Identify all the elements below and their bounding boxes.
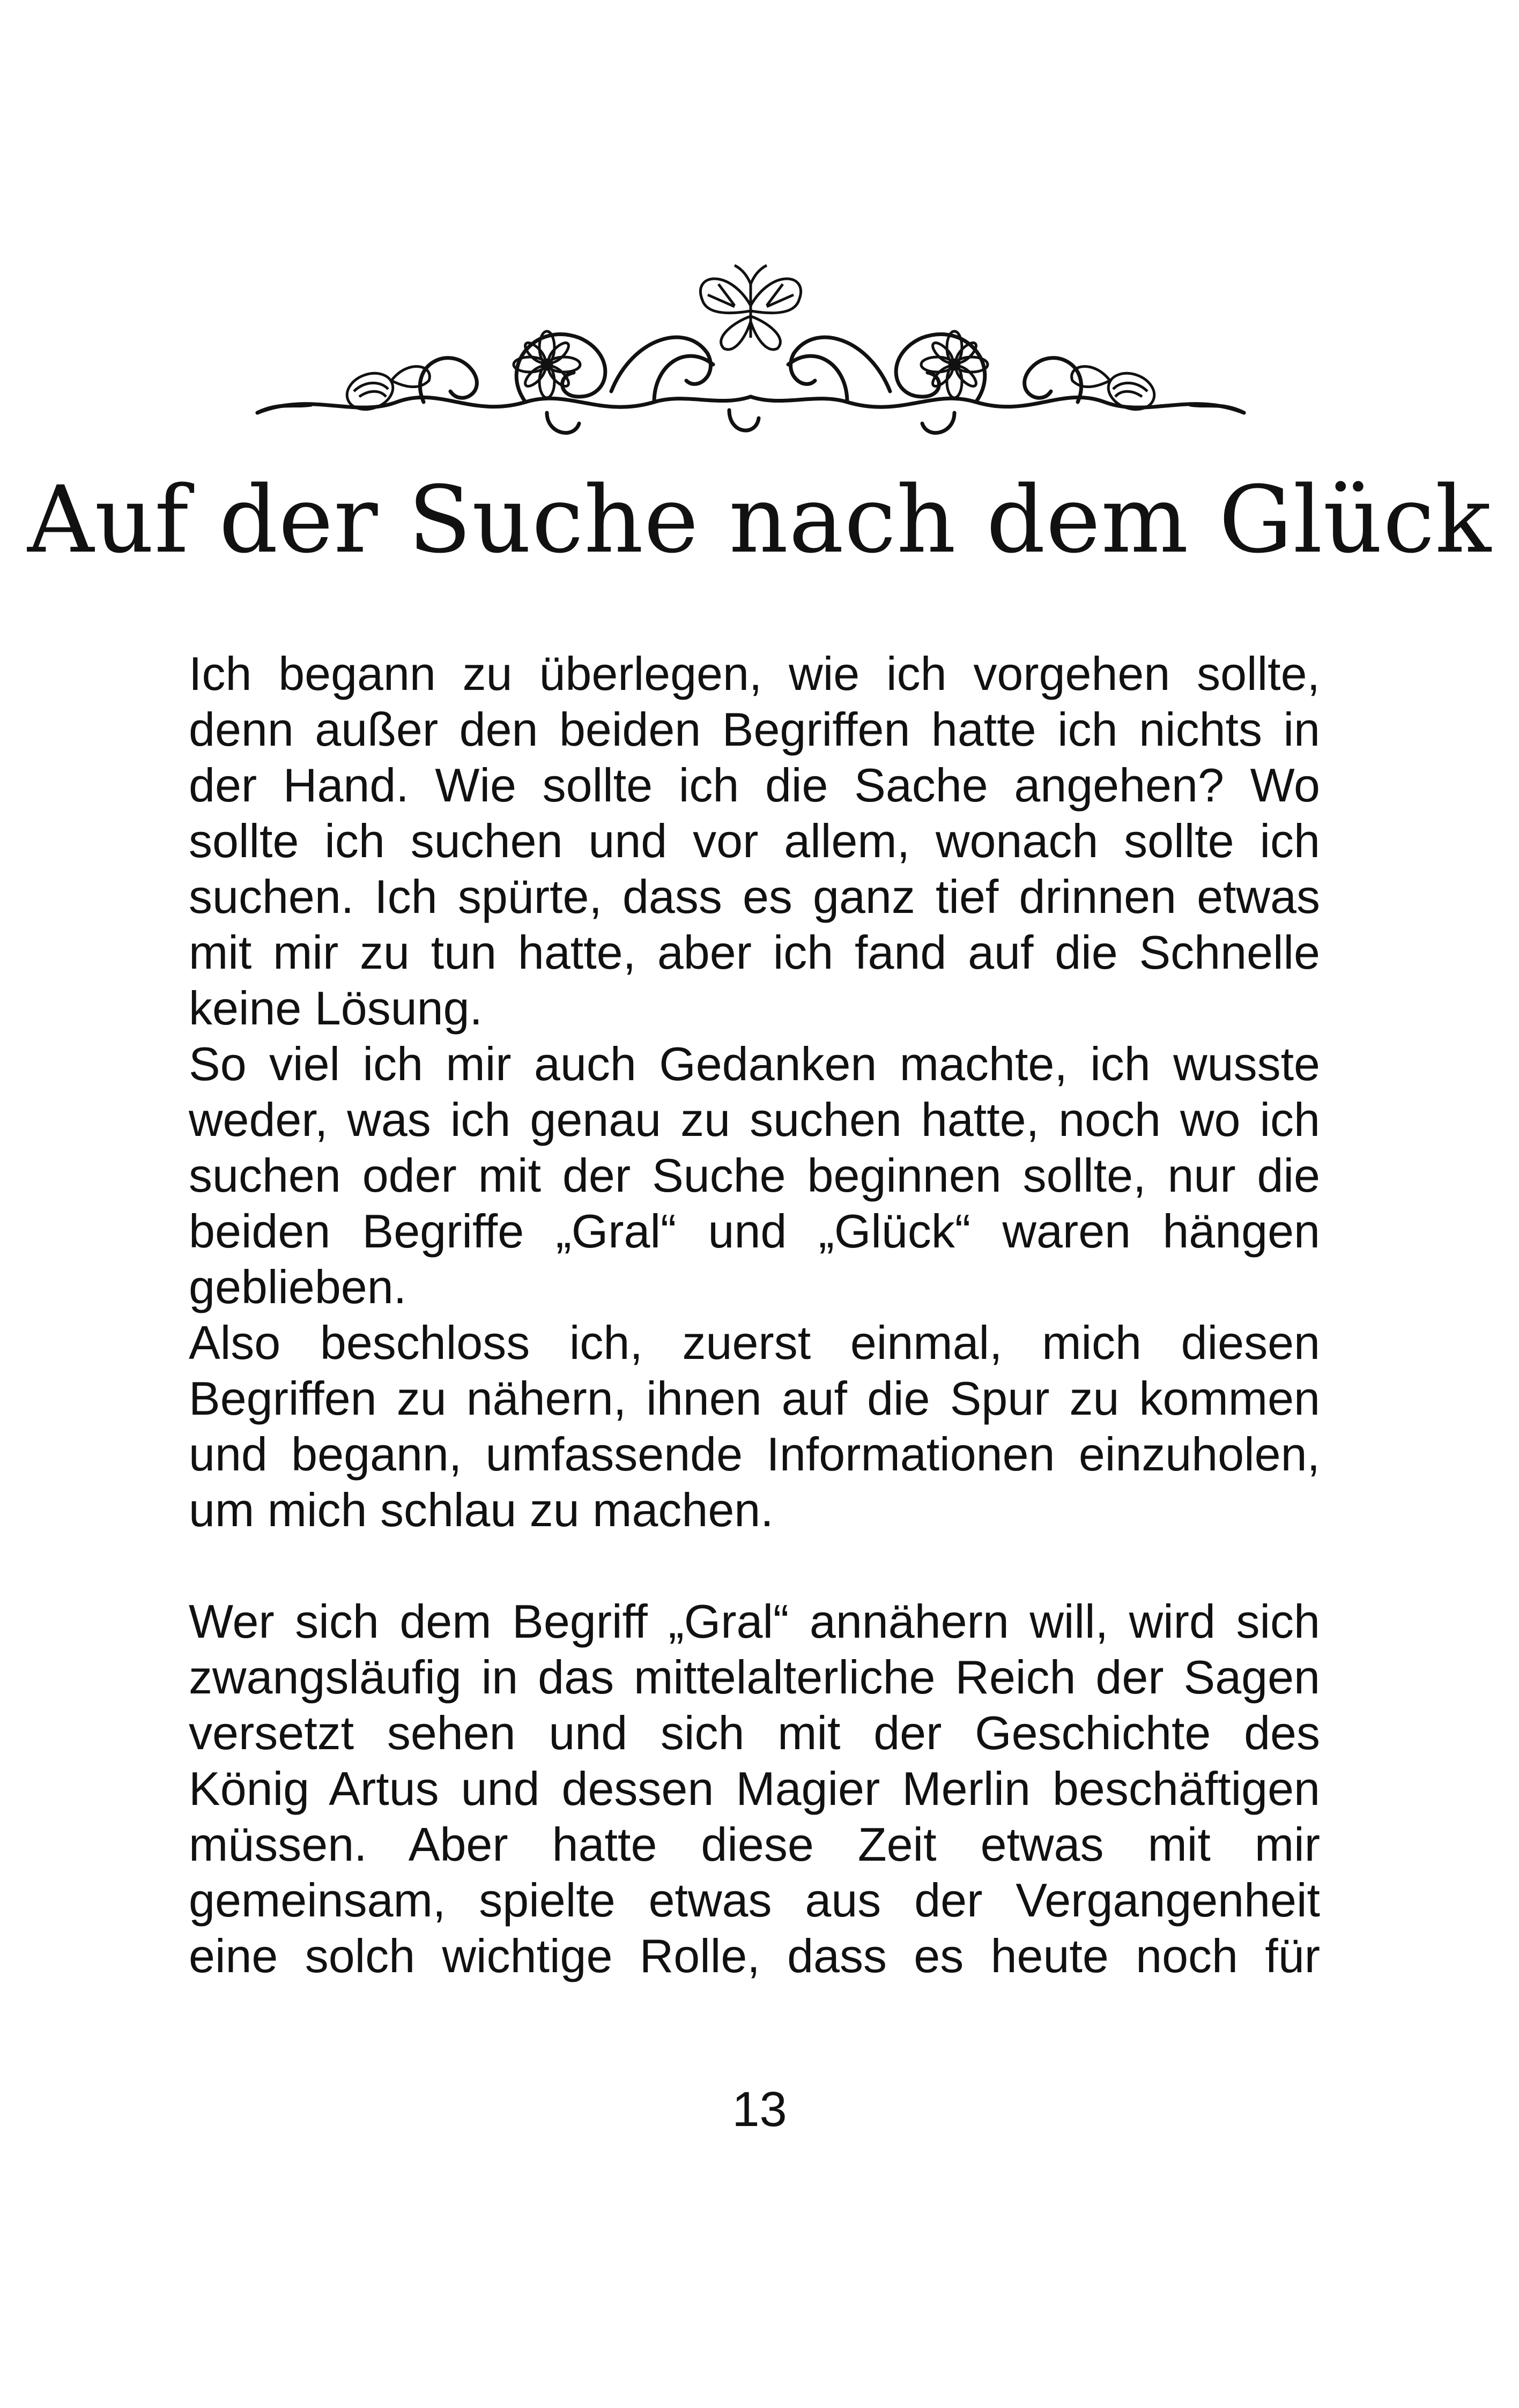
butterfly-icon (700, 265, 801, 350)
paragraph (189, 646, 1320, 1036)
text-line: müssen. Aber hatte diese Zeit etwas mit mir (189, 1818, 1320, 1871)
text-line: und begann, umfassende Informationen einzuholen, (189, 1428, 1320, 1481)
text-line: So viel ich mir auch Gedanken machte, ich wusste (189, 1037, 1320, 1090)
text-line: eine solch wichtige Rolle, dass es heute noch für (189, 1929, 1320, 1982)
text-line: weder, was ich genau zu suchen hatte, noch wo ich (189, 1093, 1320, 1146)
paragraph-gap (189, 1538, 1320, 1594)
text-line: um mich schlau zu machen. (189, 1483, 774, 1536)
paragraph (189, 1315, 1320, 1538)
text-line: beiden Begriffe „Gral“ und „Glück“ waren hängen (189, 1205, 1320, 1258)
text-line: sollte ich suchen und vor allem, wonach sollte ich (189, 814, 1320, 867)
text-line: Ich begann zu überlegen, wie ich vorgehen sollte, (189, 647, 1320, 700)
text-line: suchen oder mit der Suche beginnen sollte, nur die (189, 1149, 1320, 1202)
text-line: geblieben. (189, 1260, 407, 1313)
text-line: der Hand. Wie sollte ich die Sache angehen? Wo (189, 759, 1320, 812)
text-line: Begriffen zu nähern, ihnen auf die Spur zu kommen (189, 1372, 1320, 1425)
text-line: denn außer den beiden Begriffen hatte ich nichts in (189, 703, 1320, 756)
text-line: mit mir zu tun hatte, aber ich fand auf die Schnelle (189, 926, 1320, 979)
page-number: 13 (732, 2082, 787, 2137)
body-text (189, 646, 1320, 1984)
text-line: keine Lösung. (189, 982, 483, 1035)
text-line: versetzt sehen und sich mit der Geschichte des (189, 1706, 1320, 1759)
paragraph (189, 1036, 1320, 1315)
text-line: gemeinsam, spielte etwas aus der Vergangenheit (189, 1874, 1320, 1927)
text-line: zwangsläufig in das mittelalterliche Reich der Sagen (189, 1651, 1320, 1704)
text-line: Wer sich dem Begriff „Gral“ annähern will, wird sich (189, 1595, 1320, 1648)
text-line: suchen. Ich spürte, dass es ganz tief drinnen etwas (189, 870, 1320, 923)
text-line: König Artus und dessen Magier Merlin beschäftigen (189, 1762, 1320, 1815)
text-line: Also beschloss ich, zuerst einmal, mich diesen (189, 1316, 1320, 1369)
floral-ornament-icon (247, 257, 1255, 461)
paragraph (189, 1594, 1320, 1984)
chapter-title: Auf der Suche nach dem Glück (27, 466, 1492, 574)
